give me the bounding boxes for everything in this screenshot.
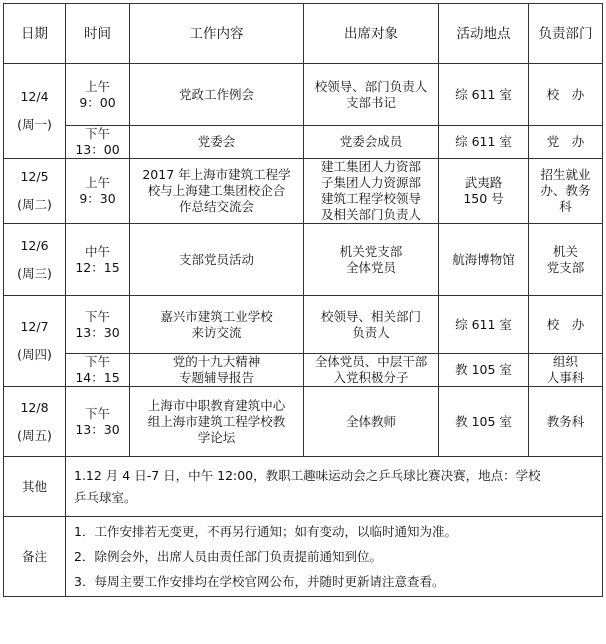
date-text: 12/5 <box>20 169 49 184</box>
time-cell <box>66 64 130 126</box>
attendees-cell-line: 支部书记 <box>345 94 396 110</box>
attendees-cell-line: 子集团人力资源部 <box>320 175 421 190</box>
location-cell <box>439 126 529 159</box>
weekly-schedule-table <box>3 3 603 597</box>
schedule-body <box>4 4 603 597</box>
time-cell-line: 12：15 <box>75 259 120 275</box>
attendees-cell-line: 校领导、部门负责人 <box>314 78 428 94</box>
department-cell <box>529 159 603 224</box>
table-row <box>4 224 603 296</box>
date-cell <box>4 224 66 296</box>
location-cell <box>439 296 529 354</box>
attendees-cell <box>304 159 439 224</box>
location-cell-line: 教 105 室 <box>455 362 512 377</box>
content-cell <box>130 159 304 224</box>
attendees-cell <box>304 354 439 387</box>
content-cell-line: 党政工作例会 <box>178 86 254 102</box>
content-cell-line: 作总结交流会 <box>178 199 254 214</box>
content-cell-line: 党委会 <box>197 134 236 149</box>
time-cell-line: 上午 <box>84 78 110 94</box>
time-cell <box>66 224 130 296</box>
attendees-cell <box>304 387 439 457</box>
date-gap <box>7 254 62 266</box>
content-cell-line: 来访交流 <box>191 324 242 340</box>
department-cell-line: 办、教务 <box>540 183 591 198</box>
remarks-label: 备注 <box>4 517 66 597</box>
content-cell <box>130 126 304 159</box>
location-cell-line: 综 611 室 <box>455 86 512 102</box>
attendees-cell <box>304 224 439 296</box>
time-cell-line: 13：00 <box>75 142 120 157</box>
date-text: 12/4 <box>20 89 49 104</box>
other-content-line: 乒乓球室。 <box>74 489 137 505</box>
date-cell <box>4 159 66 224</box>
attendees-cell-line: 全体党员 <box>345 259 396 275</box>
attendees-cell-line: 建工集团人力资部 <box>320 159 421 174</box>
table-row <box>4 296 603 354</box>
attendees-cell <box>304 126 439 159</box>
content-cell <box>130 354 304 387</box>
remarks-row <box>4 517 603 597</box>
content-cell-line: 上海市中职教育建筑中心 <box>147 397 286 413</box>
attendees-cell-line: 机关党支部 <box>339 243 403 259</box>
weekday-text: (周四) <box>17 347 52 362</box>
table-header-row <box>4 4 603 64</box>
time-cell <box>66 126 130 159</box>
weekday-text: (周三) <box>17 265 52 281</box>
content-cell-line: 支部党员活动 <box>178 251 254 267</box>
department-cell-line: 机关 <box>552 243 578 259</box>
content-cell-line: 校与上海建工集团校企合 <box>147 183 286 198</box>
date-text: 12/8 <box>20 399 49 415</box>
remarks-content-line: 3．每周主要工作安排均在学校官网公布，并随时更新请注意查看。 <box>74 574 445 589</box>
department-cell-line: 校 办 <box>546 316 585 332</box>
content-cell-line: 组上海市建筑工程学校教 <box>147 413 286 429</box>
department-cell-line: 人事科 <box>546 370 585 385</box>
time-cell-line: 中午 <box>84 243 110 259</box>
location-cell <box>439 354 529 387</box>
attendees-cell <box>304 64 439 126</box>
location-cell-line: 航海博物馆 <box>452 251 515 267</box>
date-gap <box>7 185 62 197</box>
table-row <box>4 387 603 457</box>
location-cell-line: 综 611 室 <box>455 134 512 149</box>
location-cell <box>439 159 529 224</box>
column-header: 出席对象 <box>304 4 439 64</box>
date-text: 12/7 <box>20 319 49 334</box>
column-header: 日期 <box>4 4 66 64</box>
location-cell-line: 教 105 室 <box>455 413 512 429</box>
time-cell-line: 下午 <box>84 126 110 141</box>
attendees-cell-line: 校领导、相关部门 <box>320 308 421 324</box>
location-cell <box>439 64 529 126</box>
time-cell-line: 9：00 <box>79 94 116 110</box>
other-row <box>4 457 603 517</box>
department-cell-line: 组织 <box>552 354 578 369</box>
remarks-content-line: 1．工作安排若无变更，不再另行通知；如有变动，以临时通知为准。 <box>74 524 457 539</box>
date-gap <box>7 105 62 117</box>
other-content-line: 1.12 月 4 日-7 日，中午 12:00，教职工趣味运动会之乒乓球比赛决赛，地点：学校 <box>74 467 541 483</box>
time-cell-line: 下午 <box>84 354 110 369</box>
time-cell-line: 下午 <box>84 405 110 421</box>
department-cell <box>529 387 603 457</box>
content-cell-line: 党的十九大精神 <box>172 354 261 369</box>
column-header: 时间 <box>66 4 130 64</box>
department-cell <box>529 224 603 296</box>
attendees-cell <box>304 296 439 354</box>
time-cell-line: 9：30 <box>79 191 116 206</box>
attendees-cell-line: 及相关部门负责人 <box>320 207 421 222</box>
attendees-cell-line: 全体党员、中层干部 <box>314 354 428 369</box>
date-cell <box>4 387 66 457</box>
other-content <box>66 457 603 517</box>
time-cell <box>66 159 130 224</box>
content-cell <box>130 224 304 296</box>
department-cell-line: 招生就业 <box>540 167 591 182</box>
time-cell <box>66 387 130 457</box>
content-cell-line: 2017 年上海市建筑工程学 <box>142 167 291 182</box>
attendees-cell-line: 建筑工程学校领导 <box>320 191 421 206</box>
attendees-cell-line: 入党积极分子 <box>333 370 409 385</box>
date-text: 12/6 <box>20 237 49 253</box>
date-cell <box>4 64 66 159</box>
department-cell <box>529 64 603 126</box>
weekday-text: (周五) <box>17 427 52 443</box>
time-cell-line: 下午 <box>84 308 110 324</box>
department-cell-line: 教务科 <box>546 413 585 429</box>
column-header: 工作内容 <box>130 4 304 64</box>
remarks-content <box>66 517 603 597</box>
weekday-text: (周一) <box>17 117 52 132</box>
table-row <box>4 159 603 224</box>
department-cell-line: 校 办 <box>546 86 585 102</box>
department-cell <box>529 296 603 354</box>
date-gap <box>7 416 62 428</box>
department-cell-line: 科 <box>559 199 572 214</box>
content-cell <box>130 387 304 457</box>
weekday-text: (周二) <box>17 197 52 212</box>
time-cell-line: 上午 <box>84 175 110 190</box>
location-cell-line: 武夷路 <box>464 175 503 190</box>
table-row <box>4 126 603 159</box>
date-gap <box>7 335 62 347</box>
column-header: 负责部门 <box>529 4 603 64</box>
department-cell <box>529 126 603 159</box>
location-cell <box>439 387 529 457</box>
attendees-cell-line: 党委会成员 <box>339 134 403 149</box>
department-cell-line: 党支部 <box>546 259 585 275</box>
attendees-cell-line: 全体教师 <box>345 413 396 429</box>
other-label: 其他 <box>4 457 66 517</box>
department-cell <box>529 354 603 387</box>
table-row <box>4 64 603 126</box>
table-row <box>4 354 603 387</box>
date-cell <box>4 296 66 387</box>
content-cell-line: 嘉兴市建筑工业学校 <box>160 308 273 324</box>
time-cell-line: 13：30 <box>75 324 120 340</box>
time-cell <box>66 354 130 387</box>
remarks-content-line: 2．除例会外，出席人员由责任部门负责提前通知到位。 <box>74 549 382 564</box>
content-cell-line: 专题辅导报告 <box>178 370 254 385</box>
content-cell <box>130 296 304 354</box>
department-cell-line: 党 办 <box>546 134 585 149</box>
attendees-cell-line: 负责人 <box>352 324 390 340</box>
time-cell-line: 13：30 <box>75 421 120 437</box>
location-cell <box>439 224 529 296</box>
location-cell-line: 150 号 <box>463 191 504 206</box>
content-cell-line: 学论坛 <box>197 429 236 445</box>
location-cell-line: 综 611 室 <box>455 316 512 332</box>
time-cell <box>66 296 130 354</box>
time-cell-line: 14：15 <box>75 370 120 385</box>
column-header: 活动地点 <box>439 4 529 64</box>
content-cell <box>130 64 304 126</box>
